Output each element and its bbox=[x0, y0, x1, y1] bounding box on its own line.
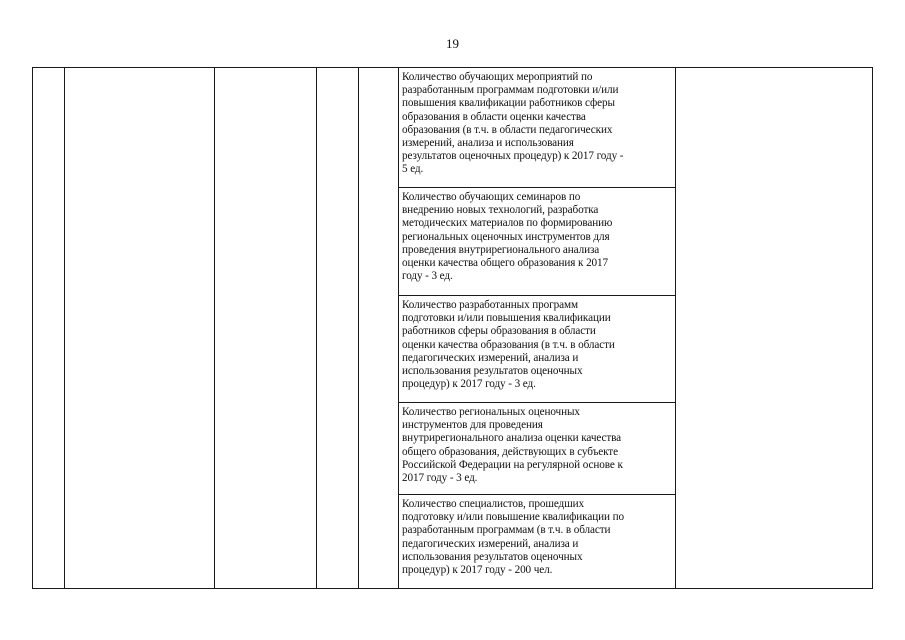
table-row bbox=[33, 68, 873, 188]
indicator-line: проведения внутрирегионального анализа bbox=[402, 243, 600, 256]
indicator-line: педагогических измерений, анализа и bbox=[402, 537, 579, 550]
indicator-line: 2017 году - 3 ед. bbox=[402, 472, 478, 485]
indicator-cell bbox=[399, 188, 676, 296]
indicator-line: году - 3 ед. bbox=[402, 270, 453, 283]
indicator-line: внедрению новых технологий, разработка bbox=[402, 204, 599, 217]
indicator-line: Российской Федерации на регулярной основе к bbox=[402, 458, 623, 471]
indicator-line: использования результатов оценочных bbox=[402, 550, 583, 563]
indicator-table bbox=[32, 67, 873, 589]
indicator-line: подготовки и/или повышения квалификации bbox=[402, 312, 611, 325]
indicator-line: Количество обучающих семинаров по bbox=[402, 191, 581, 203]
indicator-line: оценки качества образования (в т.ч. в области bbox=[402, 338, 615, 351]
indicator-line: педагогических измерений, анализа и bbox=[402, 351, 579, 364]
indicator-line: образования (в т.ч. в области педагогических bbox=[402, 123, 613, 136]
indicator-line: разработанным программам подготовки и/или bbox=[402, 84, 619, 97]
indicator-line: 5 ед. bbox=[402, 163, 424, 176]
empty-cell-col5 bbox=[359, 68, 399, 589]
indicator-cell bbox=[399, 68, 676, 188]
indicator-line: подготовку и/или повышение квалификации по bbox=[402, 511, 624, 524]
indicator-cell bbox=[399, 296, 676, 403]
indicator-line: внутрирегионального анализа оценки качества bbox=[402, 432, 622, 445]
indicator-line: измерений, анализа и использования bbox=[402, 137, 574, 150]
indicator-line: общего образования, действующих в субъекте bbox=[402, 445, 618, 458]
page-number: 19 bbox=[446, 36, 459, 51]
indicator-line: методических материалов по формированию bbox=[402, 217, 613, 230]
indicator-line: региональных оценочных инструментов для bbox=[402, 230, 610, 243]
empty-cell-col1 bbox=[33, 68, 65, 589]
indicator-line: результатов оценочных процедур) к 2017 году - bbox=[402, 150, 624, 163]
indicator-line: Количество региональных оценочных bbox=[402, 406, 580, 418]
indicator-line: разработанным программам (в т.ч. в области bbox=[402, 524, 611, 537]
empty-cell-col3 bbox=[215, 68, 317, 589]
indicator-line: Количество обучающих мероприятий по bbox=[402, 71, 593, 83]
indicator-line: повышения квалификации работников сферы bbox=[402, 97, 615, 110]
indicator-line: процедур) к 2017 году - 3 ед. bbox=[402, 378, 536, 391]
indicator-cell bbox=[399, 495, 676, 589]
empty-cell-col4 bbox=[317, 68, 359, 589]
indicator-line: инструментов для проведения bbox=[402, 419, 543, 432]
indicator-line: работников сферы образования в области bbox=[402, 325, 596, 338]
indicator-line: процедур) к 2017 году - 200 чел. bbox=[402, 564, 553, 577]
indicator-line: Количество разработанных программ bbox=[402, 299, 578, 311]
indicator-cell bbox=[399, 403, 676, 495]
indicator-line: образования в области оценки качества bbox=[402, 110, 586, 123]
indicator-line: использования результатов оценочных bbox=[402, 365, 583, 378]
indicator-line: оценки качества общего образования к 2017 bbox=[402, 257, 609, 270]
empty-cell-col2 bbox=[65, 68, 215, 589]
empty-cell-col7 bbox=[676, 68, 873, 589]
indicator-line: Количество специалистов, прошедших bbox=[402, 498, 585, 510]
